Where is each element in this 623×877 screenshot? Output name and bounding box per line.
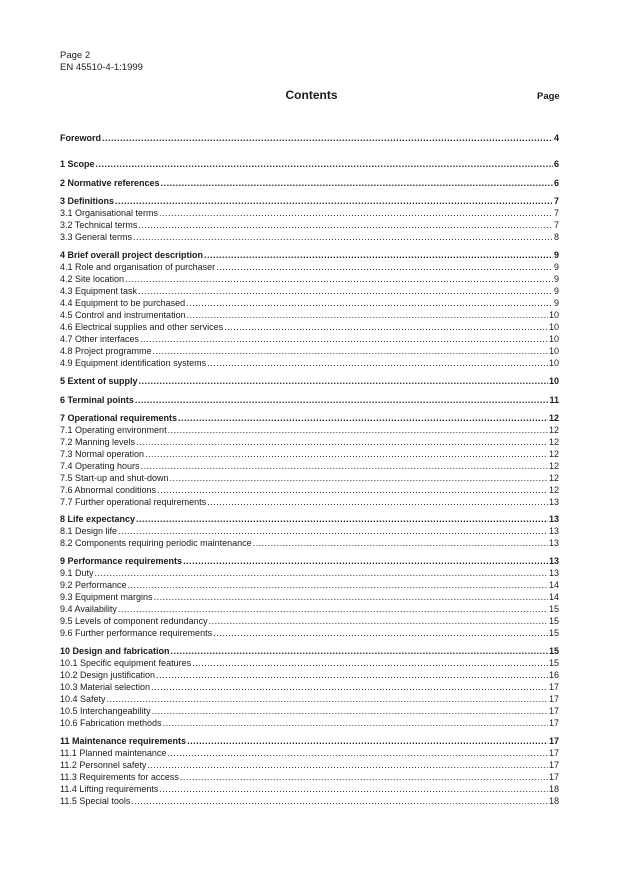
toc-dot-leader — [133, 231, 553, 243]
toc-entry-page: 10 — [548, 358, 559, 368]
toc-entry-page: 17 — [548, 772, 559, 782]
toc-entry-page: 13 — [548, 556, 559, 566]
toc-entry-page: 10 — [548, 376, 559, 386]
toc-entry-title: 4.7 Other interfaces — [60, 334, 140, 344]
toc-entry-title: 10.6 Fabrication methods — [60, 718, 162, 728]
toc-entry-title: 5 Extent of supply — [60, 376, 138, 386]
toc-dot-leader — [159, 207, 553, 219]
toc-subsection-entry[interactable] — [60, 448, 559, 460]
toc-dot-leader — [180, 771, 548, 783]
toc-entry-title: 4.5 Control and instrumentation — [60, 310, 186, 320]
toc-entry-page: 7 — [553, 196, 559, 206]
toc-dot-leader — [118, 603, 548, 615]
toc-dot-leader — [96, 158, 553, 170]
toc-entry-page: 17 — [548, 682, 559, 692]
toc-dot-leader — [156, 669, 548, 681]
running-header — [60, 50, 143, 74]
toc-dot-leader — [140, 333, 548, 345]
toc-entry-title: 11.3 Requirements for access — [60, 772, 179, 782]
toc-dot-leader — [187, 309, 548, 321]
toc-dot-leader — [131, 795, 548, 807]
toc-entry-page: 13 — [548, 526, 559, 536]
toc-dot-leader — [141, 460, 548, 472]
toc-entry-title: 3 Definitions — [60, 196, 115, 206]
toc-entry-page: 17 — [548, 760, 559, 770]
toc-dot-leader — [192, 657, 548, 669]
toc-section-entry[interactable] — [60, 513, 559, 525]
toc-subsection-entry[interactable] — [60, 567, 559, 579]
toc-section-entry[interactable] — [60, 195, 559, 207]
toc-subsection-entry[interactable] — [60, 436, 559, 448]
toc-subsection-entry[interactable] — [60, 627, 559, 639]
toc-dot-leader — [135, 394, 549, 406]
toc-entry-title: 7.3 Normal operation — [60, 449, 145, 459]
toc-dot-leader — [253, 537, 548, 549]
toc-entry-page: 18 — [548, 784, 559, 794]
toc-subsection-entry[interactable] — [60, 472, 559, 484]
toc-entry-title: 4.2 Site location — [60, 274, 125, 284]
toc-section-entry[interactable] — [60, 645, 559, 657]
toc-entry-title: 7.1 Operating environment — [60, 425, 167, 435]
toc-entry-title: 3.1 Organisational terms — [60, 208, 159, 218]
toc-entry-title: 4.4 Equipment to be purchased — [60, 298, 186, 308]
toc-entry-title: 9.4 Availability — [60, 604, 117, 614]
toc-subsection-entry[interactable] — [60, 297, 559, 309]
toc-subsection-entry[interactable] — [60, 207, 559, 219]
toc-entry-title: 4.8 Project programme — [60, 346, 152, 356]
toc-dot-leader — [170, 472, 548, 484]
toc-subsection-entry[interactable] — [60, 525, 559, 537]
toc-entry-title: 11.2 Personnel safety — [60, 760, 147, 770]
toc-subsection-entry[interactable] — [60, 321, 559, 333]
toc-subsection-entry[interactable] — [60, 603, 559, 615]
toc-entry-page: 12 — [548, 413, 559, 423]
toc-subsection-entry[interactable] — [60, 484, 559, 496]
toc-entry-title: 8.2 Components requiring periodic maintenance — [60, 538, 252, 548]
toc-dot-leader — [187, 735, 548, 747]
toc-entry-page: 10 — [548, 334, 559, 344]
toc-subsection-entry[interactable] — [60, 309, 559, 321]
toc-entry-page: 9 — [553, 298, 559, 308]
toc-subsection-entry[interactable] — [60, 219, 559, 231]
toc-section-entry[interactable] — [60, 394, 559, 406]
toc-entry-page: 12 — [548, 449, 559, 459]
toc-dot-leader — [159, 783, 548, 795]
toc-entry-title: 9.2 Performance — [60, 580, 127, 590]
toc-dot-leader — [136, 513, 548, 525]
toc-entry-page: 7 — [553, 208, 559, 218]
toc-entry-page: 16 — [548, 670, 559, 680]
toc-subsection-entry[interactable] — [60, 783, 559, 795]
toc-entry-title: 7.5 Start-up and shut-down — [60, 473, 169, 483]
toc-dot-leader — [157, 484, 548, 496]
toc-dot-leader — [207, 496, 548, 508]
toc-entry-page: 6 — [553, 178, 559, 188]
toc-entry-title: 9.1 Duty — [60, 568, 94, 578]
toc-subsection-entry[interactable] — [60, 771, 559, 783]
toc-subsection-entry[interactable] — [60, 717, 559, 729]
toc-entry-title: 11.4 Lifting requirements — [60, 784, 159, 794]
toc-entry-title: Foreword — [60, 133, 102, 143]
toc-section-entry[interactable] — [60, 412, 559, 424]
toc-subsection-entry[interactable] — [60, 333, 559, 345]
toc-section-entry[interactable] — [60, 177, 559, 189]
toc-subsection-entry[interactable] — [60, 669, 559, 681]
toc-dot-leader — [213, 627, 548, 639]
toc-entry-title: 9.3 Equipment margins — [60, 592, 153, 602]
toc-dot-leader — [168, 424, 548, 436]
toc-subsection-entry[interactable] — [60, 424, 559, 436]
toc-dot-leader — [128, 579, 548, 591]
toc-entry-page: 15 — [548, 628, 559, 638]
toc-subsection-entry[interactable] — [60, 231, 559, 243]
toc-section-entry[interactable] — [60, 375, 559, 387]
toc-entry-title: 11 Maintenance requirements — [60, 736, 187, 746]
toc-entry-title: 11.1 Planned maintenance — [60, 748, 167, 758]
toc-entry-page: 12 — [548, 485, 559, 495]
toc-entry-title: 10.1 Specific equipment features — [60, 658, 192, 668]
toc-dot-leader — [171, 645, 548, 657]
toc-entry-page: 6 — [553, 159, 559, 169]
toc-dot-leader — [95, 567, 548, 579]
toc-dot-leader — [145, 448, 548, 460]
toc-dot-leader — [224, 321, 548, 333]
toc-entry-title: 7.7 Further operational requirements — [60, 497, 207, 507]
toc-entry-title: 3.2 Technical terms — [60, 220, 138, 230]
toc-subsection-entry[interactable] — [60, 705, 559, 717]
toc-subsection-entry[interactable] — [60, 795, 559, 807]
toc-subsection-entry[interactable] — [60, 537, 559, 549]
toc-dot-leader — [102, 132, 553, 144]
toc-entry-page: 14 — [548, 580, 559, 590]
toc-entry-title: 7.6 Abnormal conditions — [60, 485, 157, 495]
toc-subsection-entry[interactable] — [60, 591, 559, 603]
toc-dot-leader — [115, 195, 553, 207]
toc-entry-title: 2 Normative references — [60, 178, 160, 188]
toc-entry-title: 10.5 Interchangeability — [60, 706, 151, 716]
toc-subsection-entry[interactable] — [60, 261, 559, 273]
toc-entry-page: 9 — [553, 250, 559, 260]
toc-entry-title: 4.6 Electrical supplies and other services — [60, 322, 224, 332]
toc-subsection-entry[interactable] — [60, 496, 559, 508]
toc-entry-page: 8 — [553, 232, 559, 242]
toc-subsection-entry[interactable] — [60, 657, 559, 669]
toc-entry-page: 17 — [548, 694, 559, 704]
toc-entry-page: 17 — [548, 718, 559, 728]
toc-entry-title: 7.4 Operating hours — [60, 461, 140, 471]
toc-dot-leader — [151, 681, 548, 693]
toc-entry-title: 10 Design and fabrication — [60, 646, 170, 656]
toc-entry-title: 3.3 General terms — [60, 232, 133, 242]
toc-dot-leader — [136, 436, 548, 448]
toc-entry-page: 9 — [553, 274, 559, 284]
toc-entry-page: 15 — [548, 616, 559, 626]
toc-entry-page: 17 — [548, 706, 559, 716]
toc-dot-leader — [153, 345, 548, 357]
toc-subsection-entry[interactable] — [60, 579, 559, 591]
toc-entry-page: 18 — [548, 796, 559, 806]
toc-entry-page: 13 — [548, 568, 559, 578]
toc-dot-leader — [125, 273, 553, 285]
toc-dot-leader — [209, 615, 548, 627]
page-title: Contents — [285, 88, 338, 102]
toc-dot-leader — [167, 747, 548, 759]
toc-subsection-entry[interactable] — [60, 285, 559, 297]
toc-subsection-entry[interactable] — [60, 747, 559, 759]
toc-dot-leader — [207, 357, 548, 369]
toc-entry-title: 9.5 Levels of component redundancy — [60, 616, 208, 626]
page-number-line: Page 2 — [60, 50, 91, 61]
toc-entry-title: 4.1 Role and organisation of purchaser — [60, 262, 216, 272]
toc-entry-page: 10 — [548, 310, 559, 320]
toc-entry-title: 11.5 Special tools — [60, 796, 131, 806]
toc-entry-page: 13 — [548, 514, 559, 524]
toc-entry-page: 13 — [548, 538, 559, 548]
toc-dot-leader — [216, 261, 553, 273]
toc-entry-page: 12 — [548, 473, 559, 483]
toc-entry-title: 6 Terminal points — [60, 395, 134, 405]
toc-entry-title: 4.9 Equipment identification systems — [60, 358, 207, 368]
toc-entry-page: 15 — [548, 604, 559, 614]
toc-dot-leader — [118, 525, 548, 537]
toc-entry-title: 1 Scope — [60, 159, 95, 169]
toc-section-entry[interactable] — [60, 158, 559, 170]
toc-section-entry[interactable] — [60, 555, 559, 567]
toc-entry-title: 7.2 Manning levels — [60, 437, 136, 447]
toc-subsection-entry[interactable] — [60, 273, 559, 285]
toc-entry-page: 17 — [548, 736, 559, 746]
toc-entry-title: 10.4 Safety — [60, 694, 106, 704]
toc-dot-leader — [178, 412, 548, 424]
toc-dot-leader — [163, 717, 548, 729]
toc-entry-title: 7 Operational requirements — [60, 413, 178, 423]
toc-entry-title: 9.6 Further performance requirements — [60, 628, 213, 638]
document-number-line: EN 45510-4-1:1999 — [60, 62, 143, 73]
toc-entry-title: 8 Life expectancy — [60, 514, 136, 524]
toc-subsection-entry[interactable] — [60, 460, 559, 472]
toc-entry-title: 10.2 Design justification — [60, 670, 156, 680]
toc-entry-page: 12 — [548, 425, 559, 435]
toc-dot-leader — [186, 297, 553, 309]
toc-entry-title: 4.3 Equipment task — [60, 286, 138, 296]
toc-dot-leader — [107, 693, 548, 705]
toc-dot-leader — [138, 285, 553, 297]
toc-dot-leader — [154, 591, 548, 603]
toc-entry-page: 15 — [548, 658, 559, 668]
toc-dot-leader — [139, 375, 548, 387]
toc-section-entry[interactable] — [60, 132, 559, 144]
toc-entry-page: 17 — [548, 748, 559, 758]
toc-section-entry[interactable] — [60, 249, 559, 261]
toc-entry-page: 10 — [548, 346, 559, 356]
toc-entry-page: 9 — [553, 262, 559, 272]
toc-entry-title: 9 Performance requirements — [60, 556, 183, 566]
toc-subsection-entry[interactable] — [60, 357, 559, 369]
toc-entry-page: 14 — [548, 592, 559, 602]
toc-dot-leader — [147, 759, 548, 771]
toc-entry-page: 10 — [548, 322, 559, 332]
toc-entry-page: 15 — [548, 646, 559, 656]
toc-subsection-entry[interactable] — [60, 759, 559, 771]
toc-dot-leader — [204, 249, 553, 261]
toc-subsection-entry[interactable] — [60, 345, 559, 357]
toc-dot-leader — [183, 555, 548, 567]
toc-subsection-entry[interactable] — [60, 681, 559, 693]
toc-dot-leader — [152, 705, 548, 717]
toc-entry-page: 12 — [548, 461, 559, 471]
toc-entry-title: 8.1 Design life — [60, 526, 118, 536]
page-column-label: Page — [537, 91, 560, 102]
toc-section-entry[interactable] — [60, 735, 559, 747]
toc-entry-title: 4 Brief overall project description — [60, 250, 204, 260]
toc-subsection-entry[interactable] — [60, 615, 559, 627]
toc-entry-page: 12 — [548, 437, 559, 447]
toc-subsection-entry[interactable] — [60, 693, 559, 705]
toc-dot-leader — [138, 219, 553, 231]
toc-entry-page: 9 — [553, 286, 559, 296]
toc-entry-page: 7 — [553, 220, 559, 230]
toc-entry-page: 11 — [549, 395, 559, 405]
toc-entry-page: 13 — [548, 497, 559, 507]
toc-dot-leader — [161, 177, 553, 189]
toc-entry-title: 10.3 Material selection — [60, 682, 151, 692]
toc-entry-page: 4 — [553, 133, 559, 143]
